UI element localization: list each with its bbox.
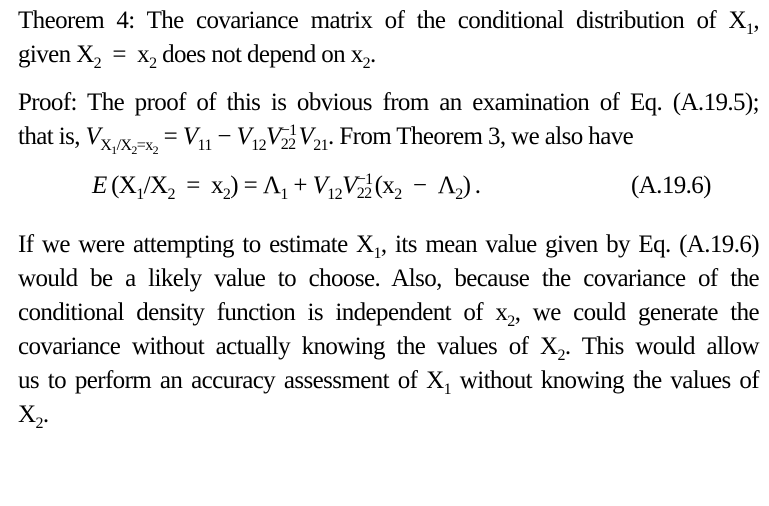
paragraph-text-4: covariance without actually knowing the values of: [18, 333, 529, 360]
proof-text-3: From Theorem 3, we also have: [339, 123, 634, 150]
proof-block: [18, 86, 759, 158]
paragraph-text-1b: its mean value given by Eq. (A.19.6): [395, 231, 759, 258]
theorem-block: [18, 4, 759, 72]
proof-line-2: that is, $V_{X_1/X_2=x_2} = V_{11} - V_{12}V$ −1 22 $V_{21}$. From Theorem 3, we also have: [18, 122, 634, 158]
proof-label: Proof:: [18, 89, 77, 116]
paragraph-text-3b: we could generate the: [532, 299, 759, 326]
theorem-text-1: The covariance matrix of the conditional distribution of: [146, 7, 717, 34]
equation-a-19-6: E $(X_1/X_2 = x_2) = \Lambda_1 + V_{12}V$ −1 22 $(x_2 - \Lambda_2)$ .: [92, 171, 481, 203]
paragraph-text-3: conditional density function is independent of: [18, 299, 483, 326]
paragraph-line-6: $X_2$.: [18, 401, 49, 432]
paragraph-line-5: us to perform an accuracy assessment of $X_1$ without knowing the values of: [18, 367, 759, 398]
proof-text-2: that is,: [18, 123, 80, 150]
theorem-given: given: [18, 41, 71, 68]
paragraph-text-4b: This would allow: [581, 333, 760, 360]
closing-paragraph: [18, 228, 759, 432]
equation-row: [18, 158, 759, 218]
paragraph-text-5b: without knowing the values of: [459, 367, 759, 394]
theorem-text-2: does not depend on: [162, 41, 346, 68]
proof-line-1: [18, 86, 759, 120]
paragraph-line-4: covariance without actually knowing the values of $X_2$. This would allow: [18, 333, 760, 364]
theorem-line-2: given $X_2 = x_2$ does not depend on $x_2$.: [18, 41, 376, 72]
paragraph-line-1: If we were attempting to estimate $X_1$, its mean value given by Eq. (A.19.6): [18, 231, 759, 262]
paragraph-line-2: would be a likely value to choose. Also, because the covariance of the: [18, 265, 759, 292]
paragraph-text-1: If we were attempting to estimate: [18, 231, 348, 258]
theorem-label: Theorem 4:: [18, 7, 135, 34]
theorem-line-1: Theorem 4: The covariance matrix of the conditional distribution of $X_1$,: [18, 7, 759, 38]
paragraph-line-3: conditional density function is independent of $x_2$, we could generate the: [18, 299, 759, 330]
equation-number: (A.19.6): [631, 172, 711, 199]
proof-text-1: The proof of this is obvious from an examination of Eq. (A.19.5);: [87, 89, 759, 116]
paragraph-text-5: us to perform an accuracy assessment of: [18, 367, 418, 394]
